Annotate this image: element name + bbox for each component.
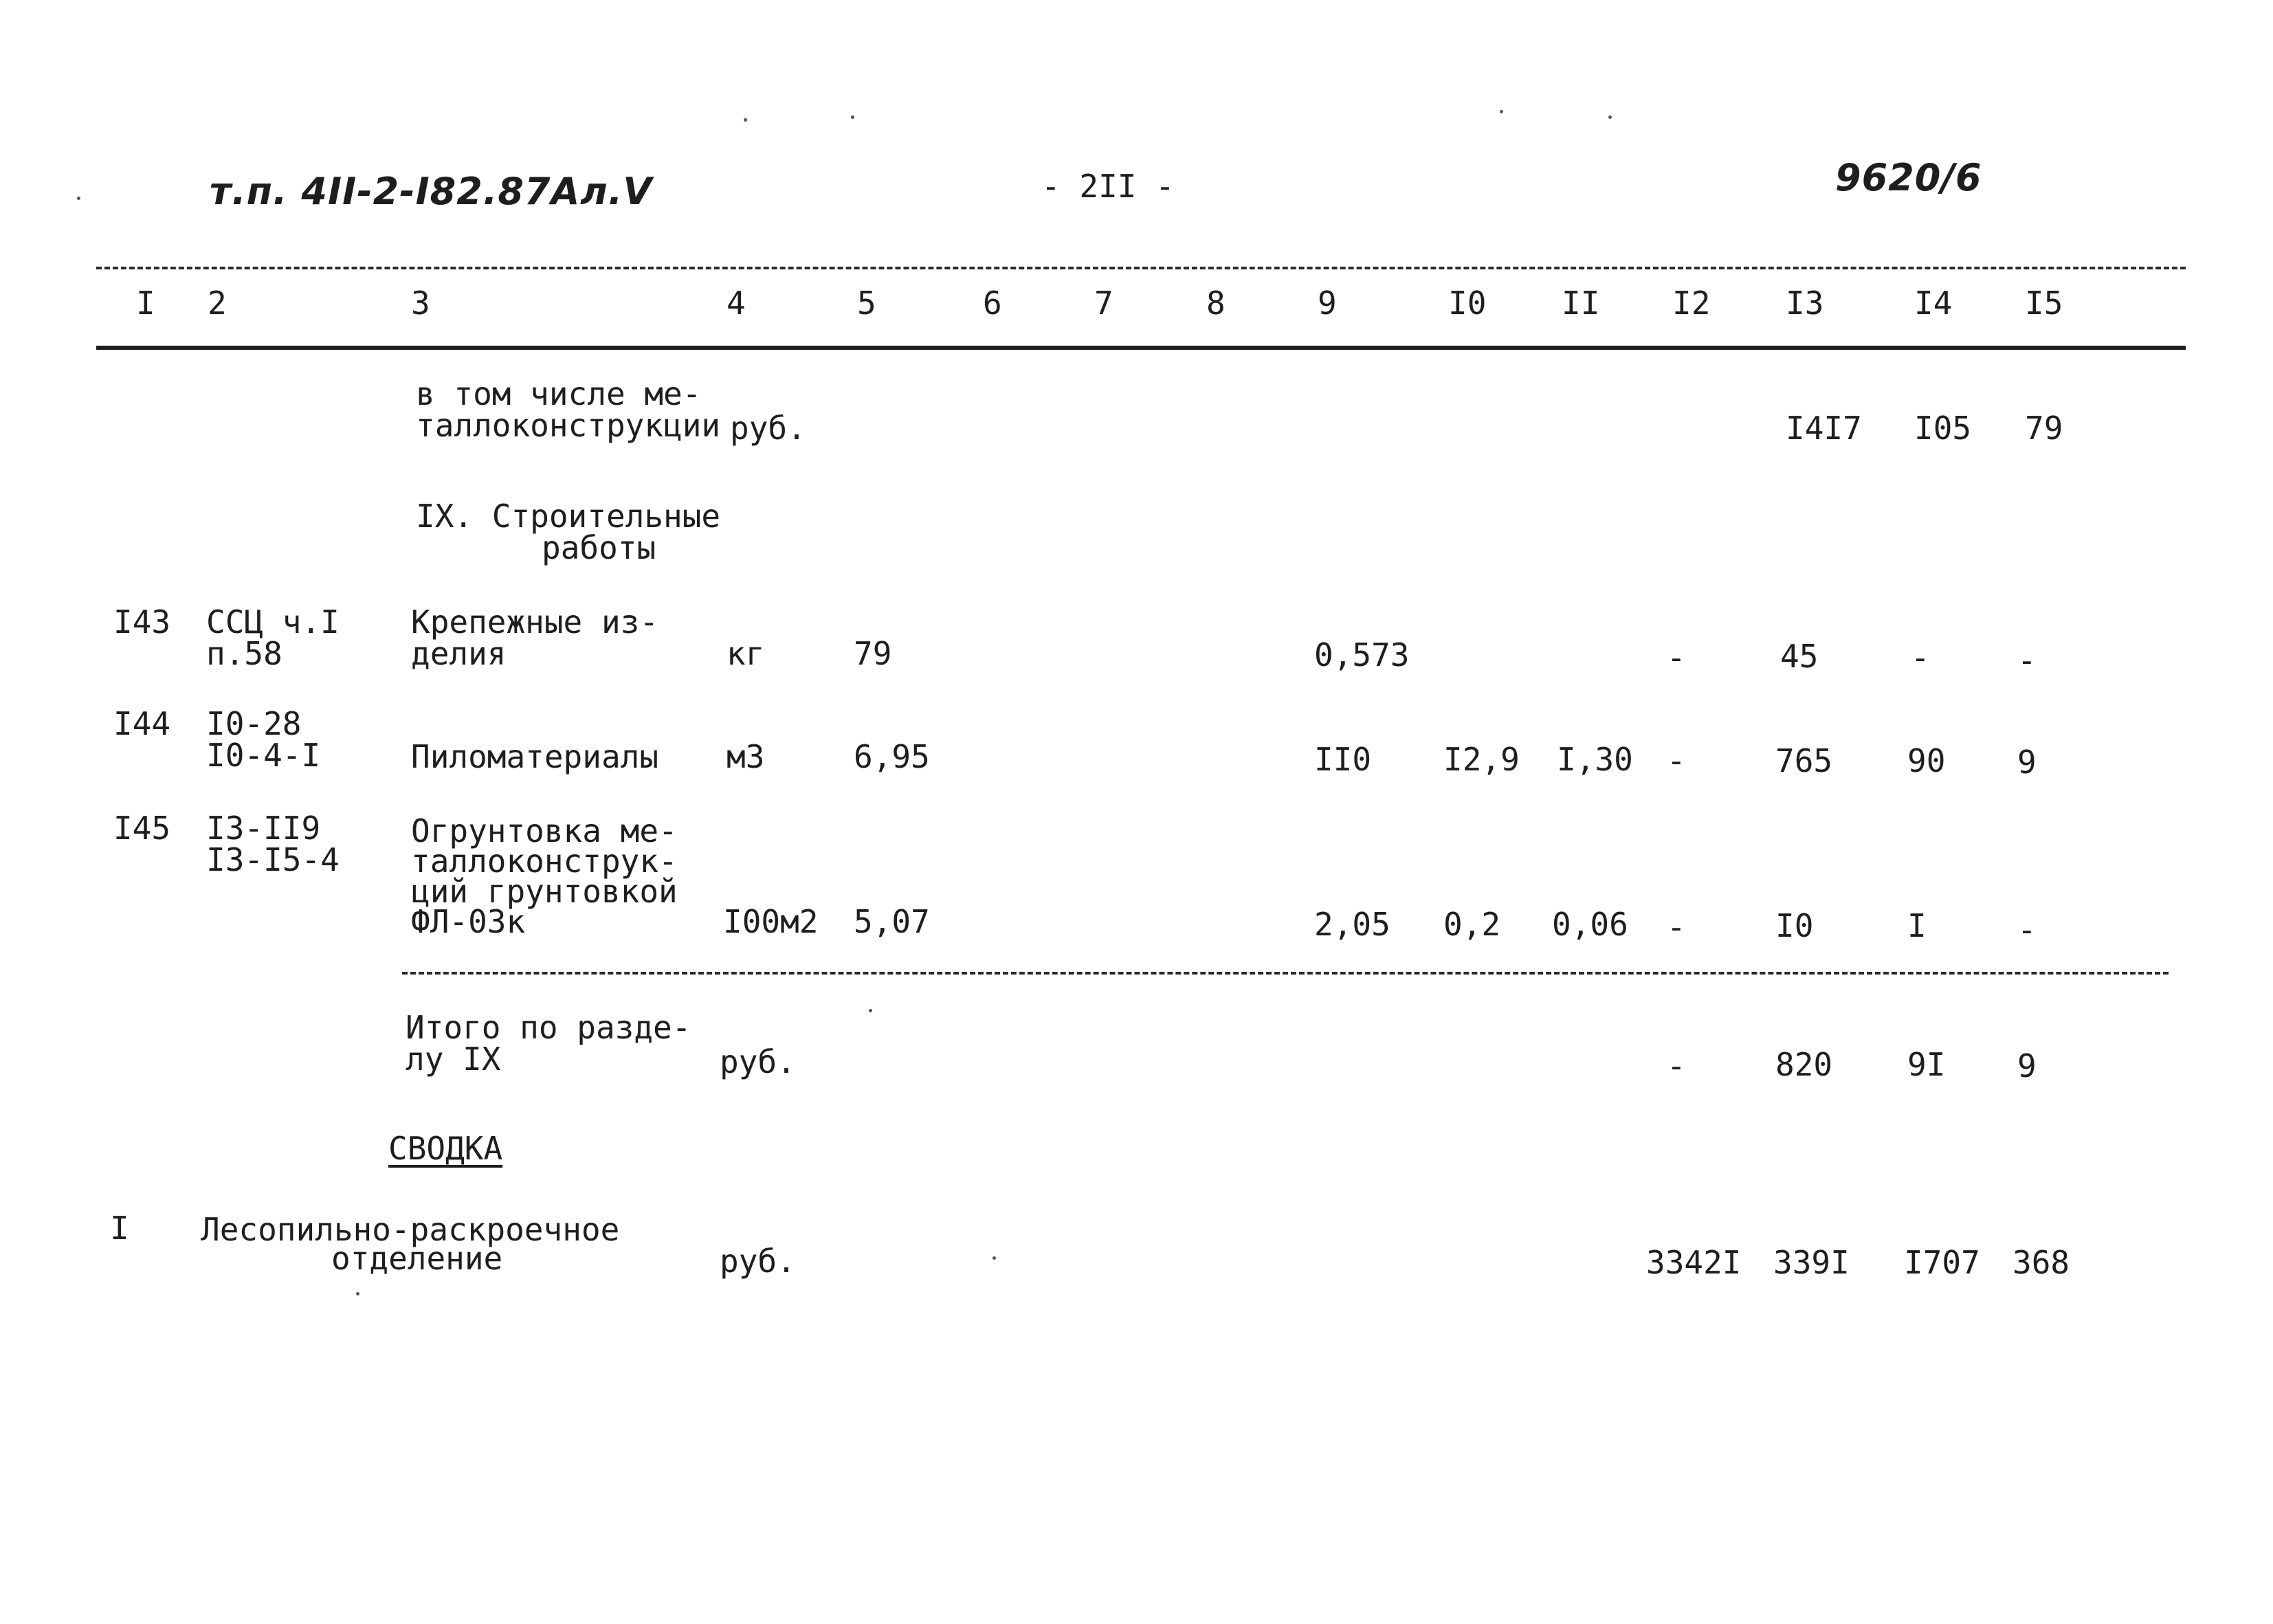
- row-unit: I00м2: [723, 903, 819, 940]
- row-col14: I: [1907, 907, 1927, 944]
- row-reference: I0-28: [206, 705, 302, 742]
- document-code: т.п. 4II-2-I82.87Ал.V: [210, 170, 653, 213]
- row-col9: 2,05: [1314, 906, 1390, 943]
- scan-speck: [851, 115, 854, 119]
- total-description: Итого по разде-: [406, 1009, 691, 1046]
- total-description: лу IX: [406, 1041, 501, 1078]
- row-col11: 0,06: [1552, 906, 1628, 943]
- total-col13: 820: [1775, 1046, 1833, 1083]
- row-description: Крепежные из-: [411, 603, 659, 641]
- row-description: ций грунтовкой: [411, 873, 678, 910]
- row-unit: кг: [727, 635, 765, 672]
- row-description: таллоконструкции: [416, 407, 721, 444]
- row-description: Огрунтовка ме-: [411, 812, 678, 849]
- row-reference: I3-II9: [206, 810, 321, 847]
- header-rule: [96, 346, 2186, 350]
- col-header-13: I3: [1786, 285, 1824, 322]
- row-reference: п.58: [206, 635, 282, 672]
- col-header-3: 3: [411, 285, 430, 322]
- total-col12: -: [1667, 1047, 1686, 1084]
- row-number: I45: [113, 810, 171, 847]
- total-col15: 9: [2017, 1047, 2037, 1084]
- row-col14: -: [1911, 639, 1930, 676]
- row-description: Пиломатериалы: [411, 738, 659, 775]
- summary-description: Лесопильно-раскроечное: [201, 1211, 620, 1248]
- scan-speck: [1500, 110, 1503, 113]
- row-number: I43: [113, 603, 171, 641]
- subtotal-rule: [402, 972, 2169, 975]
- scan-speck: [356, 1292, 359, 1295]
- row-description: ФЛ-03к: [411, 903, 526, 940]
- col-header-10: I0: [1448, 285, 1487, 322]
- col-header-8: 8: [1206, 285, 1226, 322]
- row-description: делия: [411, 635, 507, 672]
- summary-unit: руб.: [720, 1243, 796, 1280]
- row-col15: 79: [2025, 410, 2063, 447]
- row-col10: I2,9: [1443, 741, 1520, 778]
- row-col15: -: [2017, 911, 2037, 948]
- col-header-2: 2: [208, 285, 227, 322]
- row-col12: -: [1667, 742, 1686, 779]
- scan-speck: [869, 1009, 872, 1012]
- total-unit: руб.: [720, 1043, 796, 1080]
- scan-speck: [993, 1256, 996, 1260]
- page-number: - 2II -: [1041, 168, 1175, 205]
- row-reference: I0-4-I: [206, 737, 321, 774]
- row-col11: I,30: [1557, 741, 1633, 778]
- summary-number: I: [110, 1210, 129, 1247]
- row-reference: I3-I5-4: [206, 841, 340, 878]
- row-col14: I05: [1914, 410, 1972, 447]
- row-col14: 90: [1907, 742, 1946, 779]
- col-header-9: 9: [1318, 285, 1337, 322]
- row-col13: I4I7: [1786, 410, 1862, 447]
- col-header-5: 5: [857, 285, 876, 322]
- row-unit: руб.: [730, 410, 806, 447]
- row-col12: -: [1667, 909, 1686, 946]
- row-col9: II0: [1314, 741, 1372, 778]
- row-unit: м3: [727, 738, 765, 775]
- col-header-12: I2: [1672, 285, 1711, 322]
- row-number: I44: [113, 705, 171, 742]
- col-header-14: I4: [1914, 285, 1953, 322]
- row-col5: 79: [854, 635, 892, 672]
- row-col5: 5,07: [854, 903, 930, 940]
- row-col13: I0: [1775, 907, 1814, 944]
- summary-heading: СВОДКА: [388, 1130, 503, 1167]
- section-title: IX. Строительные: [416, 498, 721, 535]
- row-col12: -: [1667, 639, 1686, 676]
- summary-description: отделение: [331, 1240, 503, 1277]
- top-rule: [96, 267, 2186, 269]
- col-header-4: 4: [727, 285, 746, 322]
- summary-col13: 339I: [1773, 1244, 1850, 1281]
- total-col14: 9I: [1907, 1046, 1946, 1083]
- row-col15: 9: [2017, 744, 2037, 781]
- row-col13: 765: [1775, 742, 1833, 779]
- summary-col12: 3342I: [1646, 1244, 1742, 1281]
- row-col10: 0,2: [1443, 906, 1501, 943]
- scan-speck: [1608, 115, 1612, 119]
- row-col9: 0,573: [1314, 636, 1410, 674]
- col-header-11: II: [1562, 285, 1600, 322]
- summary-col14: I707: [1904, 1244, 1980, 1281]
- row-col15: -: [2017, 642, 2037, 679]
- col-header-6: 6: [983, 285, 1002, 322]
- section-title: работы: [542, 529, 656, 566]
- scan-speck: [77, 197, 80, 200]
- col-header-1: I: [136, 285, 155, 322]
- row-col13: 45: [1780, 638, 1819, 675]
- sheet-code: 9620/6: [1835, 156, 1982, 199]
- summary-col15: 368: [2013, 1244, 2070, 1281]
- row-col5: 6,95: [854, 738, 930, 775]
- row-description: таллоконструк-: [411, 843, 678, 880]
- col-header-15: I5: [2025, 285, 2063, 322]
- row-description: в том числе ме-: [416, 375, 702, 412]
- row-reference: ССЦ ч.I: [206, 603, 340, 641]
- col-header-7: 7: [1094, 285, 1113, 322]
- scan-speck: [744, 118, 747, 122]
